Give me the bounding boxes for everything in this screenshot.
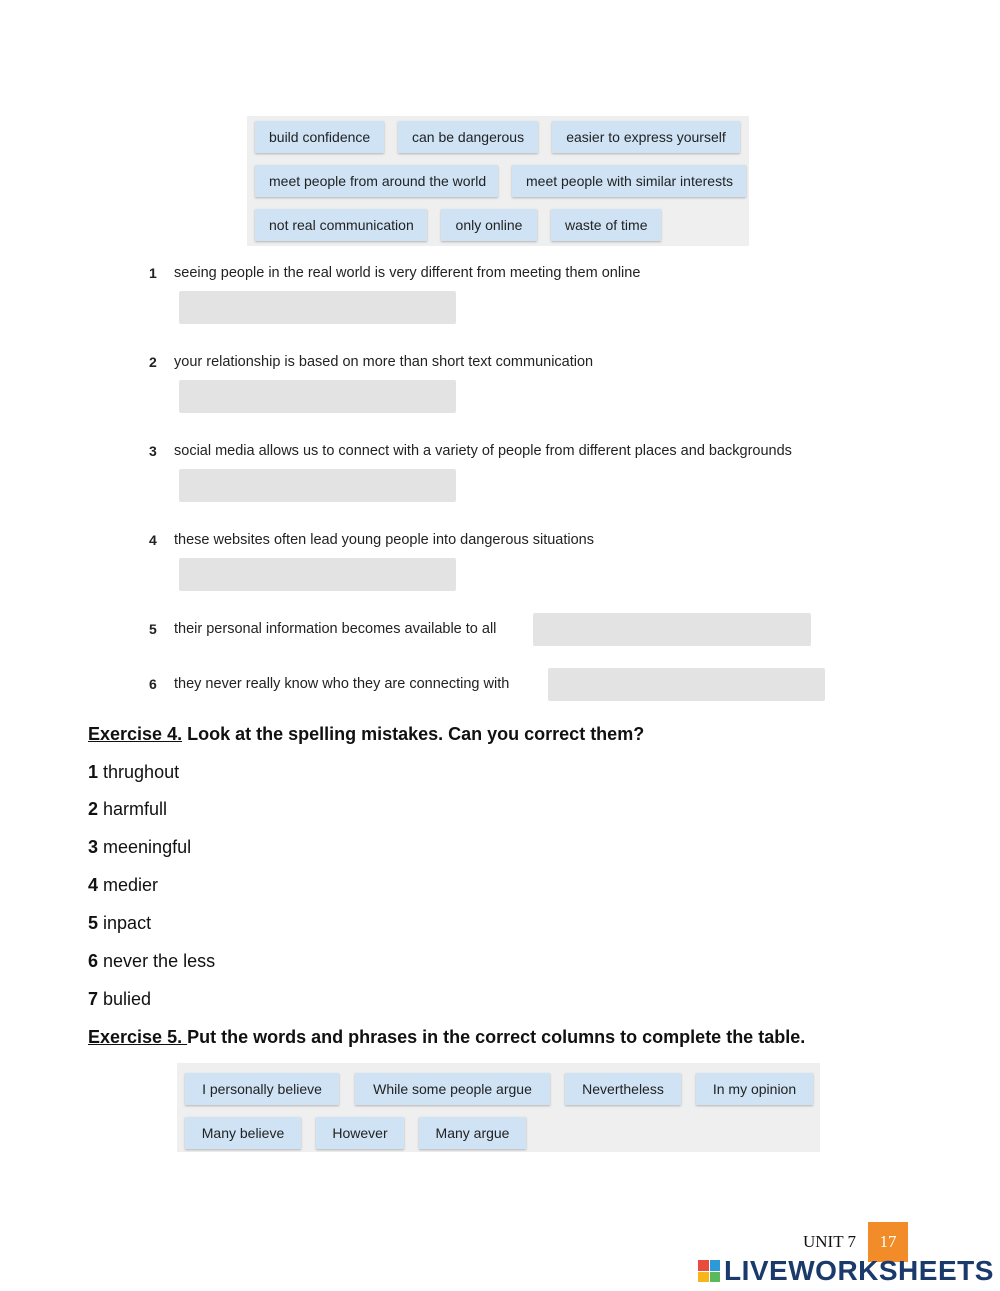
answer-drop-zone[interactable]: [179, 469, 456, 502]
exercise-instruction: Look at the spelling mistakes. Can you correct them?: [182, 724, 645, 744]
word-chip[interactable]: However: [316, 1117, 404, 1149]
word-chip[interactable]: Many argue: [419, 1117, 526, 1149]
word-chip[interactable]: can be dangerous: [398, 121, 538, 153]
exercise-5-heading: [88, 1027, 805, 1048]
answer-drop-zone[interactable]: [179, 380, 456, 413]
word-chip[interactable]: not real communication: [255, 209, 427, 241]
question-number: 5: [149, 621, 157, 637]
answer-drop-zone[interactable]: [179, 558, 456, 591]
brand-name: LIVEWORKSHEETS: [724, 1255, 994, 1286]
word-chip[interactable]: In my opinion: [696, 1073, 813, 1105]
spelling-item: [88, 913, 151, 934]
exercise-label: Exercise 5.: [88, 1027, 188, 1047]
misspelled-word: inpact: [103, 913, 152, 933]
question-text: they never really know who they are connecting with: [174, 676, 510, 692]
exercise-4-heading: [88, 724, 644, 745]
question-number: 2: [149, 354, 157, 370]
word-chip[interactable]: Many believe: [185, 1117, 301, 1149]
page-number-badge: 17: [868, 1222, 908, 1262]
item-number: 5: [88, 913, 99, 933]
question-text: their personal information becomes available to all: [174, 621, 497, 637]
exercise-instruction: Put the words and phrases in the correct columns to complete the table.: [187, 1027, 806, 1047]
spelling-item: [88, 837, 191, 858]
item-number: 6: [88, 951, 99, 971]
word-chip[interactable]: build confidence: [255, 121, 384, 153]
spelling-item: [88, 799, 167, 820]
misspelled-word: never the less: [103, 951, 216, 971]
question-text: your relationship is based on more than short text communication: [174, 354, 594, 370]
question-number: 1: [149, 265, 157, 281]
misspelled-word: harmfull: [103, 799, 168, 819]
answer-drop-zone[interactable]: [533, 613, 811, 646]
unit-label: UNIT 7: [803, 1232, 857, 1251]
misspelled-word: thrughout: [103, 762, 180, 782]
item-number: 3: [88, 837, 99, 857]
item-number: 1: [88, 762, 99, 782]
spelling-item: [88, 951, 215, 972]
word-chip[interactable]: Nevertheless: [565, 1073, 681, 1105]
spelling-item: [88, 989, 151, 1010]
word-chip[interactable]: waste of time: [551, 209, 661, 241]
word-chip[interactable]: meet people with similar interests: [512, 165, 746, 197]
spelling-item: [88, 875, 158, 896]
liveworksheets-brand: [698, 1254, 994, 1288]
question-number: 6: [149, 676, 157, 692]
question-number: 3: [149, 443, 157, 459]
answer-drop-zone[interactable]: [548, 668, 825, 701]
item-number: 2: [88, 799, 99, 819]
spelling-item: [88, 762, 179, 783]
exercise-label: Exercise 4.: [88, 724, 183, 744]
question-text: seeing people in the real world is very different from meeting them online: [174, 265, 641, 281]
question-text: social media allows us to connect with a variety of people from different places and backgrounds: [174, 443, 792, 459]
word-chip[interactable]: meet people from around the world: [255, 165, 498, 197]
word-chip[interactable]: I personally believe: [185, 1073, 339, 1105]
word-chip[interactable]: easier to express yourself: [552, 121, 740, 153]
word-chip[interactable]: While some people argue: [355, 1073, 550, 1105]
misspelled-word: bulied: [103, 989, 152, 1009]
misspelled-word: meeningful: [103, 837, 192, 857]
question-number: 4: [149, 532, 157, 548]
word-chip[interactable]: only online: [441, 209, 537, 241]
misspelled-word: medier: [103, 875, 159, 895]
item-number: 4: [88, 875, 99, 895]
question-text: these websites often lead young people into dangerous situations: [174, 532, 594, 548]
item-number: 7: [88, 989, 99, 1009]
answer-drop-zone[interactable]: [179, 291, 456, 324]
liveworksheets-logo-icon: [698, 1260, 720, 1282]
